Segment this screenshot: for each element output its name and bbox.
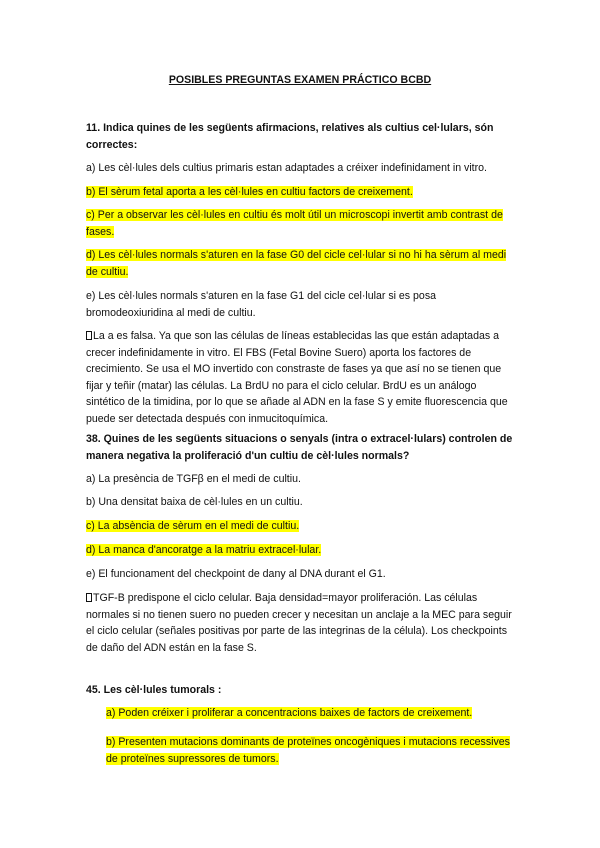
q11-option-d: d) Les cèl·lules normals s'aturen en la fase G0 del cicle cel·lular si no hi ha sèrum al medi de cultiu. xyxy=(86,249,507,278)
q11-note-text: La a es falsa. Ya que son las células de líneas establecidas las que están adaptadas a crecer indefinidamente in vitro. El FBS (Fetal Bovine Suero) aporta los factores de crecimiento. Se usa el MO invertido con constraste de fases ya que así no se tienen que fijar y teñir (matar) las células. La BrdU no para el ciclo celular. BrdU es un análogo sintético de la timidina, por lo que se añade al ADN en la fase S y emite fluorescencia que puede ser detectada después con inmucitoquímica. xyxy=(86,330,508,425)
q38-note-text: TGF-B predispone el ciclo celular. Baja densidad=mayor proliferación. Las células normales si no tienen suero no pueden crecer y necesitan un anclaje a la MEC para seguir el ciclo celular (señales positivas por parte de las integrinas de la célula). Los checkpoints de daño del ADN están en la fase S. xyxy=(86,592,512,654)
q38-option-c: c) La absència de sèrum en el medi de cultiu. xyxy=(86,520,300,532)
q38-option-a: a) La presència de TGFβ en el medi de cultiu. xyxy=(86,473,301,485)
q38-option-d: d) La manca d'ancoratge a la matriu extracel·lular. xyxy=(86,544,322,556)
question-38: 38. Quines de les següents situacions o senyals (intra o extracel·lulars) controlen de manera negativa la proliferació d'un cultiu de cèl·lules normals? xyxy=(86,433,513,462)
missing-glyph-icon xyxy=(86,593,92,602)
q38-option-b: b) Una densitat baixa de cèl·lules en un cultiu. xyxy=(86,496,303,508)
question-45: 45. Les cèl·lules tumorals : xyxy=(86,684,222,696)
missing-glyph-icon xyxy=(86,331,92,340)
q11-option-b: b) El sèrum fetal aporta a les cèl·lules en cultiu factors de creixement. xyxy=(86,186,413,198)
q11-option-c: c) Per a observar les cèl·lules en cultiu és molt útil un microscopi invertit amb contrast de fases. xyxy=(86,209,503,238)
document-title: POSIBLES PREGUNTAS EXAMEN PRÁCTICO BCBD xyxy=(168,74,432,86)
q11-option-a: a) Les cèl·lules dels cultius primaris estan adaptades a créixer indefinidament in vitro. xyxy=(86,162,487,174)
q45-option-b: b) Presenten mutacions dominants de proteïnes oncogèniques i mutacions recessives de proteïnes supressores de tumors. xyxy=(106,736,510,765)
question-11: 11. Indica quines de les següents afirmacions, relatives als cultius cel·lulars, són correctes: xyxy=(86,122,494,151)
q38-option-e: e) El funcionament del checkpoint de dany al DNA durant el G1. xyxy=(86,568,386,580)
q11-explanation xyxy=(86,328,518,427)
q45-option-a: a) Poden créixer i proliferar a concentracions baixes de factors de creixement. xyxy=(106,707,473,719)
q11-option-e: e) Les cèl·lules normals s'aturen en la fase G1 del cicle cel·lular si es posa bromodeoxiuridina al medi de cultiu. xyxy=(86,290,437,319)
q38-explanation xyxy=(86,590,518,656)
